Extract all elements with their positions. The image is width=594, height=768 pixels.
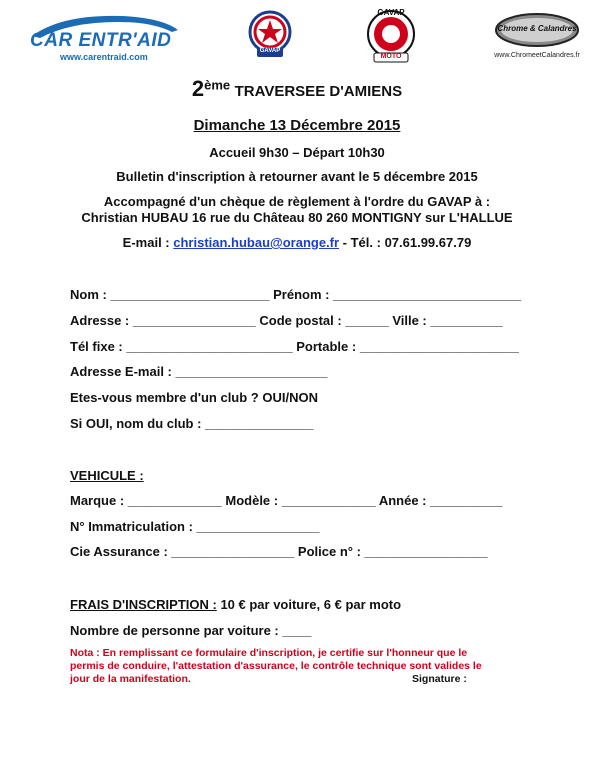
nota-block (70, 647, 540, 686)
car-logo-text: CAR ENTR'AID (30, 30, 172, 51)
fees-label: FRAIS D'INSCRIPTION : (70, 597, 217, 612)
event-date: Dimanche 13 Décembre 2015 (193, 117, 401, 134)
field-nom-prenom[interactable]: Nom : ______________________ Prénom : __________________________ (70, 287, 522, 302)
contact-line (0, 235, 594, 250)
event-times: Accueil 9h30 – Départ 10h30 (209, 145, 385, 160)
gavap-moto-logo (366, 6, 416, 64)
cheque-line-2: Christian HUBAU 16 rue du Château 80 260 MONTIGNY sur L'HALLUE (81, 210, 513, 225)
field-club-name[interactable]: Si OUI, nom du club : _______________ (70, 416, 314, 431)
field-marque-modele-annee[interactable]: Marque : _____________ Modèle : _____________ Année : __________ (70, 493, 503, 508)
title-number: 2 (191, 76, 205, 101)
return-deadline: Bulletin d'inscription à retourner avant le 5 décembre 2015 (116, 169, 478, 184)
section-vehicule: VEHICULE : (70, 468, 144, 483)
field-persons[interactable]: Nombre de personne par voiture : ____ (70, 623, 312, 638)
gavap-text: GAVAP (377, 8, 405, 17)
club-question[interactable]: Etes-vous membre d'un club ? OUI/NON (70, 390, 318, 405)
field-immatriculation[interactable]: N° Immatriculation : _________________ (70, 519, 320, 534)
nota-line-1: Nota : En remplissant ce formulaire d'inscription, je certifie sur l'honneur que le (70, 647, 468, 659)
cheque-line-1: Accompagné d'un chèque de règlement à l'ordre du GAVAP à : (103, 194, 491, 209)
badge-gavap-text: GAVAP (259, 48, 281, 54)
page-title (0, 76, 594, 102)
car-logo-url: www.carentraid.com (60, 52, 148, 62)
phone-text: - Tél. : 07.61.99.67.79 (339, 235, 472, 250)
club-badge-logo (247, 10, 293, 60)
chrome-calandres-logo (494, 12, 580, 64)
chrome-logo-text: Chrome & Calandres (497, 24, 577, 33)
field-email[interactable]: Adresse E-mail : _____________________ (70, 364, 328, 379)
title-sup: ème (204, 77, 231, 93)
email-link[interactable]: christian.hubau@orange.fr (173, 235, 340, 250)
field-tel-portable[interactable]: Tél fixe : _______________________ Portable : ______________________ (70, 339, 519, 354)
chrome-url: www.ChromeetCalandres.fr (494, 52, 580, 59)
title-text: TRAVERSEE D'AMIENS (234, 83, 403, 100)
fees-line (70, 597, 401, 612)
fees-value: 10 € par voiture, 6 € par moto (216, 597, 402, 612)
car-entraid-logo (22, 8, 182, 68)
field-adresse-cp-ville[interactable]: Adresse : _________________ Code postal : ______ Ville : __________ (70, 313, 503, 328)
email-label: E-mail : (122, 235, 174, 250)
field-assurance-police[interactable]: Cie Assurance : _________________ Police n° : _________________ (70, 544, 488, 559)
moto-text: MOTO (380, 53, 402, 60)
nota-line-3: jour de la manifestation. (70, 673, 191, 685)
signature-label: Signature : (412, 673, 467, 685)
nota-line-2: permis de conduire, l'attestation d'assurance, le contrôle technique sont valides le (70, 660, 482, 672)
